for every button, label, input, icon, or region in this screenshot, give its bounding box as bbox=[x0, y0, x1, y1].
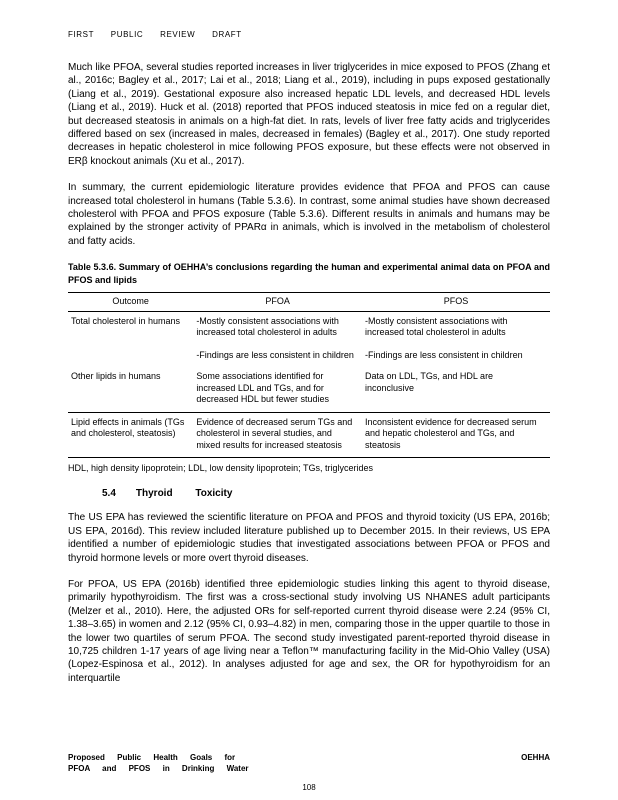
pfos-cell bbox=[362, 367, 550, 412]
pfos-finding: Inconsistent evidence for decreased serum and hepatic cholesterol and TGs, and steatosis bbox=[365, 416, 537, 450]
pfos-cell bbox=[362, 311, 550, 367]
pfos-cell bbox=[362, 412, 550, 458]
paragraph-lipids-summary: In summary, the current epidemiologic literature provides evidence that PFOA and PFOS can cause increased total cholesterol in humans (Table 5.3.6). In contrast, some animal studies have shown decreased cholesterol with PFOA and PFOS exposure (Table 5.3.6). Different results in animals and humans may be explained by the stronger activity of PPARα in animals, which is involved in the metabolism of cholesterol and fatty acids. bbox=[68, 182, 550, 247]
section-title: Thyroid Toxicity bbox=[135, 488, 233, 500]
outcome-text: Lipid effects in animals (TGs and cholesterol, steatosis) bbox=[71, 416, 185, 439]
paragraph-epa-review: The US EPA has reviewed the scientific literature on PFOA and PFOS and thyroid toxicity (US EPA, 2016b; US EPA, 2016d). This review included literature published up to December 2015. In their reviews, US EPA identified a number of epidemiologic studies that investigated associations between PFOA or PFOS and thyroid hormone levels or more overt thyroid diseases. bbox=[68, 512, 550, 564]
page-number: 108 bbox=[302, 783, 316, 792]
pfos-finding: -Findings are less consistent in children bbox=[365, 349, 523, 360]
pfoa-cell bbox=[193, 311, 362, 367]
outcome-cell bbox=[68, 412, 193, 458]
outcome-text: Other lipids in humans bbox=[71, 371, 161, 382]
column-header-outcome: Outcome bbox=[68, 293, 193, 312]
paragraph-pfoa-thyroid-studies: For PFOA, US EPA (2016b) identified three epidemiologic studies linking this agent to thyroid disease, primarily hypothyroidism. The first was a cross-sectional study involving US NHANES adult participants (Melzer et al., 2010). Here, the adjusted ORs for self-reported current thyroid disease were 2.24 (95% CI, 1.38–3.65) in women and 2.12 (95% CI, 0.93–4.82) in men, comparing those in the upper quartile to those in the lower two quartiles of serum PFOA. The second study investigated parent-reported thyroid disease in 10,725 children 1-17 years of age living near a Teflon™ manufacturing facility in the Mid-Ohio Valley (USA) (Lopez-Espinosa et al., 2012). In analyses adjusted for age and sex, the OR for hypothyroidism for an interquartile bbox=[68, 578, 550, 684]
pfoa-finding: Evidence of decreased serum TGs and cholesterol in several studies, and mixed results for increased steatosis bbox=[196, 416, 353, 450]
footer-agency: OEHHA bbox=[521, 753, 550, 762]
section-number: 5.4 bbox=[102, 488, 116, 500]
outcome-text: Total cholesterol in humans bbox=[71, 315, 181, 326]
column-header-pfos: PFOS bbox=[362, 293, 550, 312]
lipids-conclusions-table bbox=[68, 292, 550, 458]
table-row-animal-lipid-effects bbox=[68, 412, 550, 458]
table-header-row bbox=[68, 293, 550, 312]
table-footnote: HDL, high density lipoprotein; LDL, low density lipoprotein; TGs, triglycerides bbox=[68, 463, 373, 474]
paragraph-pfos-liver-effects: Much like PFOA, several studies reported increases in liver triglycerides in mice exposed to PFOS (Zhang et al., 2016c; Bagley et al., 2017; Lai et al., 2018; Liang et al., 2019), including in pups exposed gestationally (Liang et al., 2019). Gestational exposure also increased hepatic LDL levels, and decreased HDL levels (Liang et al., 2019). Huck et al. (2018) reported that PFOS induced steatosis in mice fed on a regular diet, but decreased steatosis in animals on a high-fat diet. In rats, levels of liver free fatty acids and triglycerides differed based on sex (increased in males, decreased in females) (Bagley et al., 2017). One study reported decreases in hepatic cholesterol in mice following PFOS exposure, but these effects were not observed in ERβ knockout animals (Xu et al., 2017). bbox=[68, 62, 550, 167]
pfoa-cell bbox=[193, 367, 362, 412]
pfos-finding: Data on LDL, TGs, and HDL are inconclusive bbox=[365, 371, 494, 393]
table-caption: Table 5.3.6. Summary of OEHHA’s conclusions regarding the human and experimental animal data on PFOA and PFOS and lipids bbox=[68, 262, 550, 285]
pfos-finding: -Mostly consistent associations with increased total cholesterol in adults bbox=[365, 315, 508, 338]
pfoa-cell bbox=[193, 412, 362, 458]
outcome-cell bbox=[68, 367, 193, 412]
pfoa-finding: -Mostly consistent associations with increased total cholesterol in adults bbox=[196, 315, 339, 338]
pfoa-finding: -Findings are less consistent in children bbox=[196, 349, 354, 360]
table-row-total-cholesterol bbox=[68, 311, 550, 367]
footer-document-title bbox=[68, 752, 249, 774]
footer-title-line1: Proposed Public Health Goals for bbox=[68, 753, 236, 762]
section-heading-thyroid-toxicity bbox=[68, 488, 550, 499]
draft-status-header: FIRST PUBLIC REVIEW DRAFT bbox=[68, 30, 242, 39]
pfoa-finding: Some associations identified for increased LDL and TGs, and for decreased HDL but fewer studies bbox=[196, 371, 330, 405]
table-row-other-lipids bbox=[68, 367, 550, 412]
footer-title-line2: PFOA and PFOS in Drinking Water bbox=[68, 764, 249, 773]
outcome-cell bbox=[68, 311, 193, 367]
page-footer bbox=[68, 752, 550, 774]
column-header-pfoa: PFOA bbox=[193, 293, 362, 312]
